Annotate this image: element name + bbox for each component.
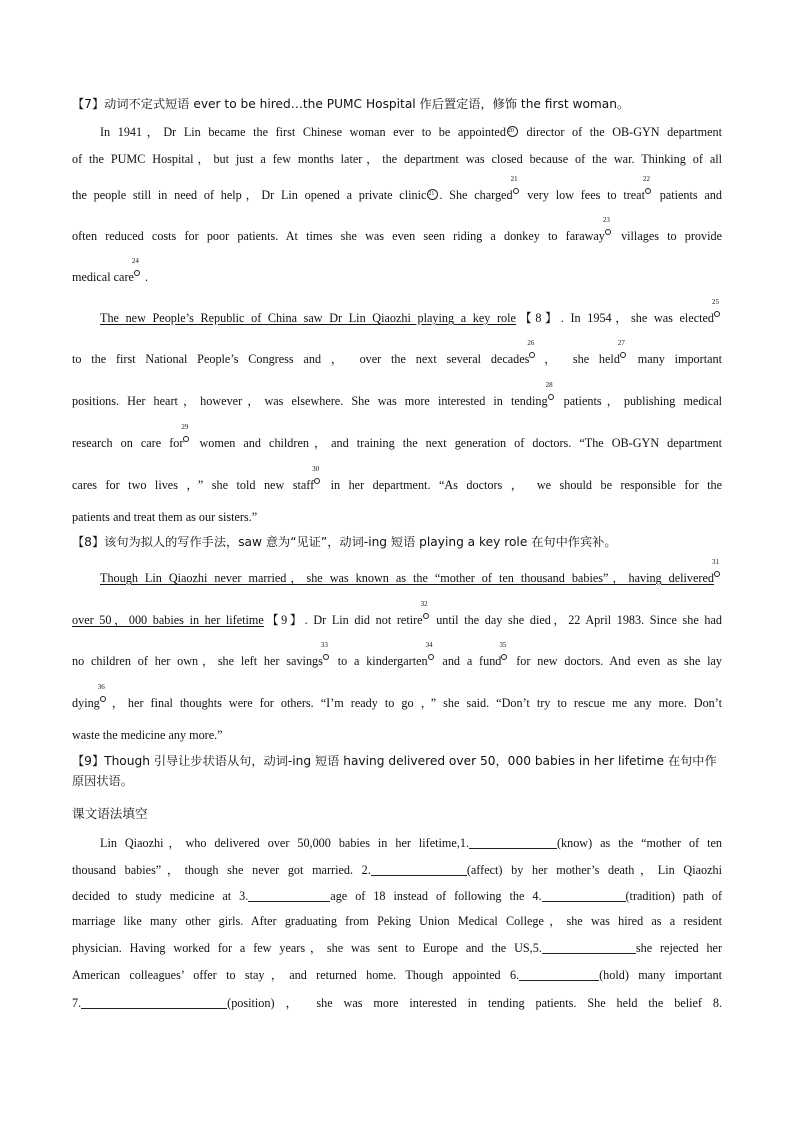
p1-line-1: In 1941，Dr Lin became the first Chinese woman ever to be appointed 20 director of the OB-GYN department — [100, 125, 723, 139]
footnote-circle-icon — [100, 696, 106, 702]
footnote-marker: 36 — [100, 697, 108, 707]
cloze-line-1: Lin Qiaozhi，who delivered over 50,000 babies in her lifetime,1. (know) as the “mother of ten — [100, 836, 722, 850]
cloze-line-4: marriage like many other girls. After graduating from Peking Union Medical College，she was hired as a resident — [72, 914, 722, 928]
blank-7[interactable] — [81, 996, 227, 1009]
cloze-line-3: decided to study medicine at 3. age of 18 instead of following the 4. (tradition) path of — [72, 889, 723, 903]
p1-line-5: medical care 24 . — [72, 257, 149, 284]
footnote-circle-icon — [428, 654, 434, 660]
p3-line-3: no children of her own，she left her savings 33 to a kindergarten 34 and a fund 35 for new doctors. And even as she lay — [72, 641, 722, 668]
cloze-line-2: thousand babies”，though she never got married. 2. (affect) by her mother’s death，Lin Qiaozhi — [72, 863, 722, 877]
footnote-circle-icon — [605, 229, 611, 235]
footnote-circle-icon — [183, 436, 189, 442]
p1-line-3: the people still in need of help，Dr Lin opened a private clinic 21 . She charged 21 very low fees to treat 22 patients and — [72, 175, 722, 202]
footnote-circle-icon — [501, 654, 507, 660]
blank-6[interactable] — [519, 968, 599, 981]
footnote-circle-icon — [513, 188, 519, 194]
footnote-marker: 33 — [323, 655, 331, 665]
p1-line-4: often reduced costs for poor patients. At times she was even seen riding a donkey to faraway 23 villages to provide — [72, 216, 722, 243]
footnote-marker: 30 — [314, 479, 322, 489]
p2-line-1: The new People’s Republic of China saw Dr Lin Qiaozhi playing a key role【8】. In 1954，she was elected 25 — [100, 310, 722, 326]
circled-marker-icon: 20 — [507, 126, 518, 137]
p3-line-4: dying 36 ，her final thoughts were for others. “I’m ready to go ，” she said. “Don’t try to rescue me any more. Don’t — [72, 683, 722, 710]
footnote-circle-icon — [714, 311, 720, 317]
footnote-marker: 28 — [548, 395, 556, 405]
circled-marker-icon: 21 — [427, 189, 438, 200]
footnote-marker: 25 — [714, 312, 722, 322]
p2-line-2: to the first National People’s Congress and ， over the next several decades 26 ， she held 27 many important — [72, 339, 722, 366]
footnote-circle-icon — [548, 394, 554, 400]
note-9: 【9】Though 引导让步状语从句，动词-ing 短语 having delivered over 50，000 babies in her lifetime 在句中作 — [72, 754, 717, 768]
underlined-sentence: Though Lin Qiaozhi never married，she was known as the “mother of ten thousand babies”，having delivered — [100, 571, 714, 585]
footnote-marker: 31 — [714, 572, 722, 582]
footnote-circle-icon — [323, 654, 329, 660]
footnote-circle-icon — [620, 352, 626, 358]
note-9-cont: 原因状语。 — [72, 774, 133, 788]
cloze-line-5: physician. Having worked for a few years，she was sent to Europe and the US,5. she rejected her — [72, 941, 723, 955]
footnote-marker: 27 — [620, 353, 628, 363]
section-title: 课文语法填空 — [72, 806, 148, 821]
footnote-marker: 34 — [428, 655, 436, 665]
footnote-marker: 29 — [183, 437, 191, 447]
footnote-circle-icon — [645, 188, 651, 194]
footnote-marker: 32 — [423, 614, 431, 624]
p3-line-5: waste the medicine any more.” — [72, 728, 223, 742]
footnote-circle-icon — [134, 270, 140, 276]
p3-line-2: over 50，000 babies in her lifetime【9】. Dr Lin did not retire 32 until the day she died，22 April 1983. Since she had — [72, 600, 723, 627]
footnote-marker: 24 — [134, 271, 142, 281]
underlined-sentence: The new People’s Republic of China saw Dr Lin Qiaozhi playing a key role — [100, 311, 516, 325]
blank-3[interactable] — [248, 889, 330, 902]
footnote-marker: 26 — [529, 353, 537, 363]
p1-line-2: of the PUMC Hospital，but just a few months later，the department was closed because of the war. Thinking of all — [72, 152, 722, 166]
underlined-sentence: over 50，000 babies in her lifetime — [72, 613, 264, 627]
cloze-line-7: 7. (position) ， she was more interested in tending patients. She held the belief 8. — [72, 996, 722, 1010]
blank-4[interactable] — [542, 889, 626, 902]
p3-line-1 — [100, 558, 722, 586]
note-8: 【8】该句为拟人的写作手法，saw 意为“见证”，动词-ing 短语 playing a key role 在句中作宾补。 — [72, 535, 617, 549]
blank-1[interactable] — [469, 836, 557, 849]
p2-line-4: research on care for 29 women and children，and training the next generation of doctors. “The OB-GYN department — [72, 423, 722, 450]
footnote-circle-icon — [423, 613, 429, 619]
footnote-circle-icon — [529, 352, 535, 358]
cloze-line-6: American colleagues’ offer to stay，and returned home. Though appointed 6. (hold) many important — [72, 968, 722, 982]
p2-line-3: positions. Her heart，however，was elsewhere. She was more interested in tending 28 patients，publishing medical — [72, 381, 723, 408]
footnote-marker: 35 — [501, 655, 509, 665]
blank-5[interactable] — [542, 941, 636, 954]
footnote-marker: 22 — [645, 189, 653, 199]
blank-2[interactable] — [371, 863, 467, 876]
footnote-circle-icon — [314, 478, 320, 484]
footnote-marker: 23 — [605, 230, 613, 240]
p2-line-5: cares for two lives ，” she told new staff 30 in her department. “As doctors ， we should be responsible for the — [72, 465, 722, 492]
p2-line-6: patients and treat them as our sisters.” — [72, 510, 258, 524]
note-7: 【7】动词不定式短语 ever to be hired…the PUMC Hospital 作后置定语，修饰 the first woman。 — [72, 97, 630, 111]
footnote-marker: 21 — [513, 189, 521, 199]
footnote-circle-icon — [714, 571, 720, 577]
